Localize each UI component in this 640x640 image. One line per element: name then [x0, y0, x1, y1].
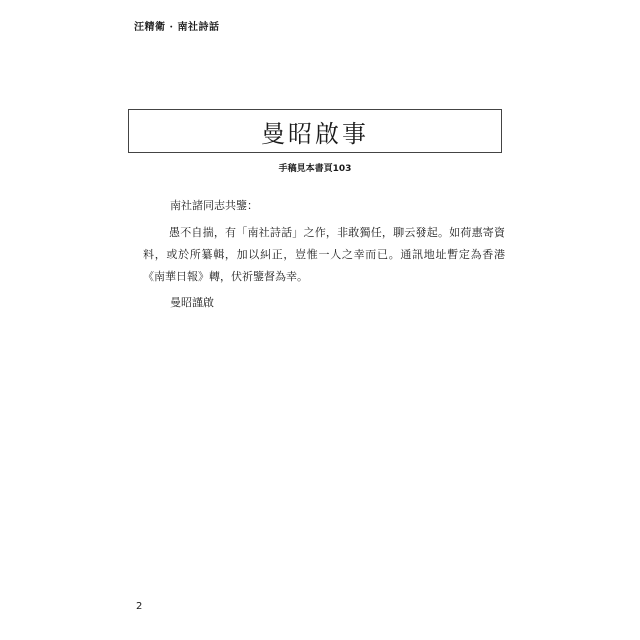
signature: 曼昭謹啟	[170, 296, 214, 309]
salutation: 南社諸同志共鑒：	[170, 199, 258, 212]
running-head: 汪精衛 · 南社詩話	[134, 22, 220, 33]
article-subtitle: 手稿見本書頁103	[278, 164, 352, 174]
article-title: 曼昭啟事	[261, 119, 369, 148]
page-number: 2	[136, 601, 143, 612]
title-box	[128, 109, 502, 153]
body-paragraph: 愚不自揣，有「南社詩話」之作，非敢獨任，聊云發起。如荷惠寄資料，或於所纂輯，加以糾正，豈惟一人之幸而已。通訊地址暫定為香港《南華日報》轉，伏祈鑒督為幸。	[143, 226, 505, 283]
